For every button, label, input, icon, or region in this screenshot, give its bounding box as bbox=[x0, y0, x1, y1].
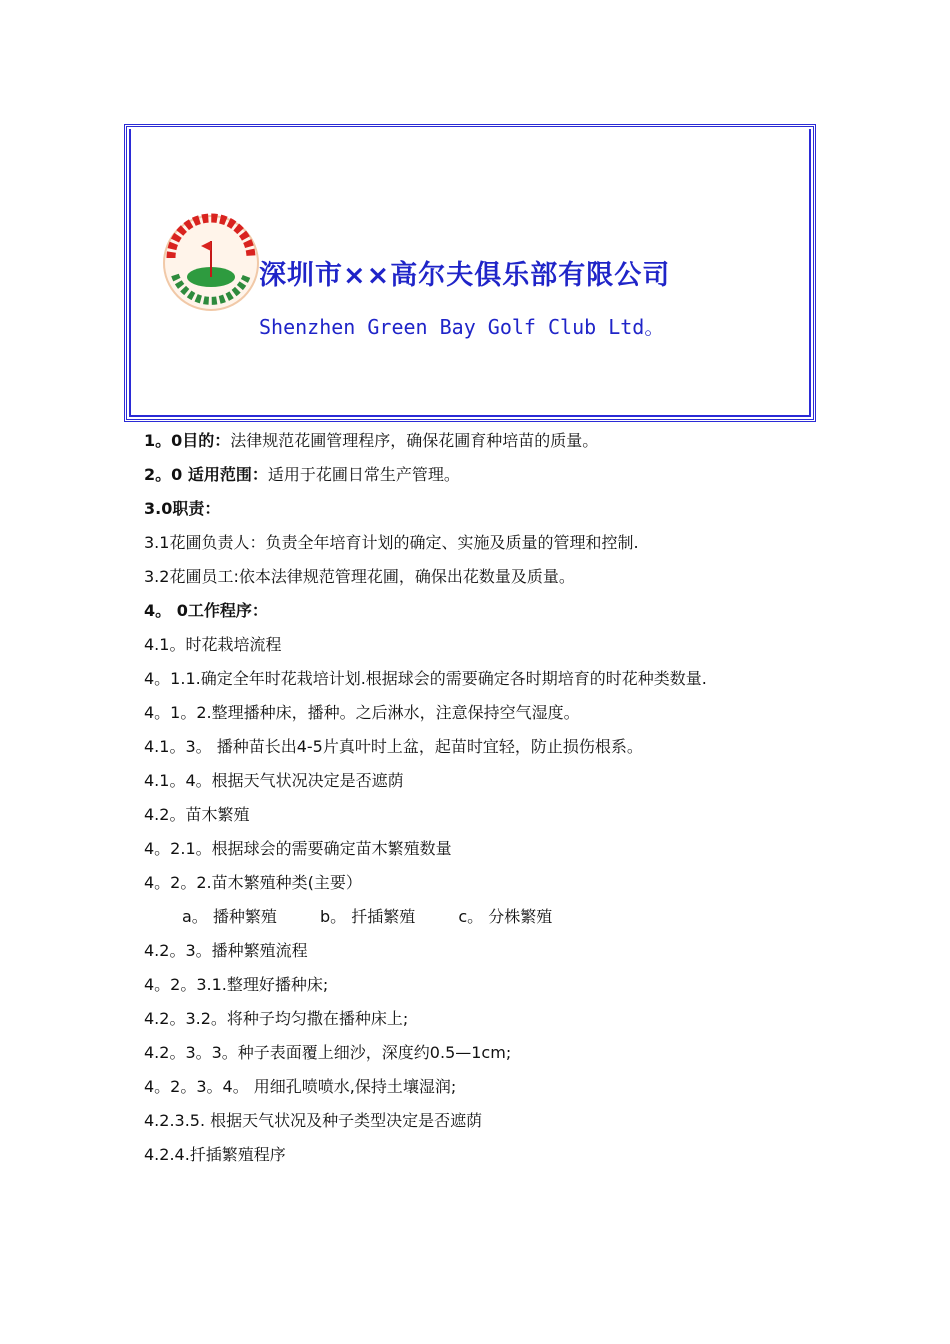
item-4-2-3-2: 4.2。3.2。将种子均匀撒在播种床上; bbox=[144, 1009, 409, 1028]
option-b: b。 扦插繁殖 bbox=[320, 907, 416, 926]
item-4-2-4: 4.2.4.扦插繁殖程序 bbox=[144, 1145, 286, 1164]
duty-3-2: 3.2花圃员工:依本法律规范管理花圃，确保出花数量及质量。 bbox=[144, 567, 575, 586]
duty-3-1: 3.1花圃负责人：负责全年培育计划的确定、实施及质量的管理和控制. bbox=[144, 533, 639, 552]
item-4-2-2: 4。2。2.苗木繁殖种类(主要） bbox=[144, 873, 362, 892]
golf-club-logo bbox=[161, 213, 261, 313]
item-4-1-2: 4。1。2.整理播种床，播种。之后淋水，注意保持空气湿度。 bbox=[144, 703, 580, 722]
section-scope-text: 适用于花圃日常生产管理。 bbox=[267, 465, 460, 484]
section-purpose bbox=[144, 424, 814, 458]
propagation-options bbox=[144, 900, 814, 934]
company-name-en: Shenzhen Green Bay Golf Club Ltd。 bbox=[259, 315, 665, 339]
item-4-2-3-4: 4。2。3。4。 用细孔喷喷水,保持土壤湿润; bbox=[144, 1077, 457, 1096]
section-duties-label: 3.0职责： bbox=[144, 499, 221, 518]
item-4-2: 4.2。苗木繁殖 bbox=[144, 805, 250, 824]
item-4-2-3-5: 4.2.3.5. 根据天气状况及种子类型决定是否遮荫 bbox=[144, 1111, 483, 1130]
section-purpose-label: 1。0目的： bbox=[144, 431, 231, 450]
letterhead-box bbox=[124, 124, 816, 422]
item-4-2-1: 4。2.1。根据球会的需要确定苗木繁殖数量 bbox=[144, 839, 452, 858]
item-4-2-3-3: 4.2。3。3。种子表面覆上细沙，深度约0.5—1cm; bbox=[144, 1043, 512, 1062]
item-4-2-3-1: 4。2。3.1.整理好播种床; bbox=[144, 975, 329, 994]
section-purpose-text: 法律规范花圃管理程序，确保花圃育种培苗的质量。 bbox=[230, 431, 599, 450]
item-4-1-4: 4.1。4。根据天气状况决定是否遮荫 bbox=[144, 771, 404, 790]
item-4-1: 4.1。时花栽培流程 bbox=[144, 635, 282, 654]
item-4-1-3: 4.1。3。 播种苗长出4-5片真叶时上盆，起苗时宜轻，防止损伤根系。 bbox=[144, 737, 643, 756]
section-scope bbox=[144, 458, 814, 492]
item-4-2-3: 4.2。3。播种繁殖流程 bbox=[144, 941, 308, 960]
document-body bbox=[144, 424, 814, 1172]
section-scope-label: 2。0 适用范围： bbox=[144, 465, 268, 484]
option-c: c。 分株繁殖 bbox=[458, 907, 553, 926]
item-4-1-1: 4。1.1.确定全年时花栽培计划.根据球会的需要确定各时期培育的时花种类数量. bbox=[144, 669, 707, 688]
company-name-cn: 深圳市××高尔夫俱乐部有限公司 bbox=[259, 260, 671, 291]
option-a: a。 播种繁殖 bbox=[182, 907, 277, 926]
section-procedure-label: 4。 0工作程序： bbox=[144, 601, 268, 620]
